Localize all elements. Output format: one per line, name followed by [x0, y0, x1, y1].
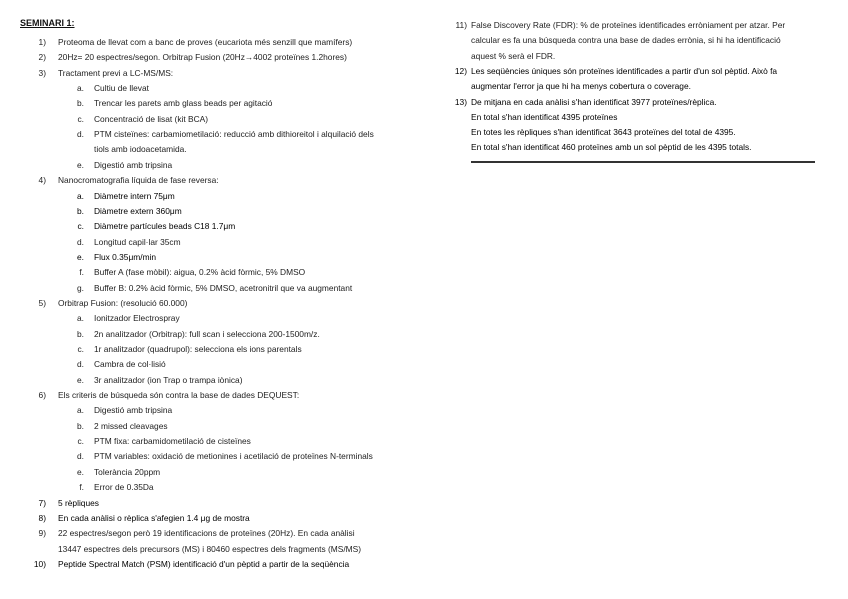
list-item-number: 3) [38, 67, 46, 78]
list-item-text: Error de 0.35Da [94, 482, 154, 493]
list-item-text: Orbitrap Fusion: (resolució 60.000) [58, 297, 188, 308]
list-item-text: De mitjana en cada anàlisi s'han identificat 3977 proteïnes/rèplica. [471, 96, 717, 107]
list-item-number: 6) [38, 390, 46, 401]
list-item-number: e. [77, 159, 84, 170]
list-item-text: Tolerància 20ppm [94, 466, 161, 477]
list-item-text: 13447 espectres dels precursors (MS) i 80460 espectres dels fragments (MS/MS) [58, 543, 362, 554]
list-item-number: 10) [33, 558, 46, 569]
list-item-number: b. [77, 205, 84, 216]
list-item-text: Digestió amb tripsina [94, 405, 173, 416]
document-title: SEMINARI 1: [20, 18, 75, 28]
list-item-number: a. [77, 405, 84, 416]
list-item-text: Concentració de lisat (kit BCA) [94, 113, 209, 124]
list-item-text: augmentar l'error ja que hi ha menys cobertura o coverage. [471, 81, 691, 92]
list-item-number: b. [77, 328, 84, 339]
list-item-number: 2) [38, 52, 46, 63]
list-item-text: 5 rèpliques [58, 497, 99, 508]
list-item-number: d. [77, 236, 84, 247]
list-item-number: b. [77, 420, 84, 431]
list-item-number: e. [77, 251, 84, 262]
list-item-number: 1) [38, 37, 46, 47]
list-item-number: b. [77, 98, 84, 109]
list-item-number: 9) [38, 528, 46, 539]
list-item-text: Peptide Spectral Match (PSM) identificació d'un pèptid a partir de la seqüència [58, 558, 350, 569]
list-item-number: 13) [454, 96, 467, 107]
horizontal-rule [471, 161, 815, 163]
list-item-text: 20Hz= 20 espectres/segon. Orbitrap Fusion (20Hz→4002 proteïnes 1.2hores) [58, 52, 347, 63]
list-item-number: e. [77, 466, 84, 477]
list-item-text: Diàmetre partícules beads C18 1.7μm [94, 221, 236, 232]
list-item-text: Diàmetre intern 75μm [94, 190, 175, 201]
list-item-number: 7) [38, 497, 46, 508]
list-item-number: c. [77, 344, 84, 354]
list-item-number: 4) [38, 175, 46, 186]
list-item-text: 1r analitzador (quadrupol): selecciona els ions parentals [94, 344, 302, 354]
list-item-text: Digestió amb tripsina [94, 159, 173, 170]
list-item-text: En total s'han identificat 460 proteïnes amb un sol pèptid de les 4395 totals. [471, 142, 752, 153]
list-item-text: Longitud capil·lar 35cm [94, 236, 181, 247]
list-item-text: En totes les rèpliques s'han identificat 3643 proteïnes del total de 4395. [471, 127, 736, 138]
list-item-text: Trencar les parets amb glass beads per agitació [94, 98, 273, 109]
list-item-number: f. [79, 482, 84, 493]
list-item-text: Buffer B: 0.2% àcid fòrmic, 5% DMSO, acetronitril que va augmentant [94, 282, 353, 293]
list-item-number: 5) [38, 297, 46, 308]
list-item-number: d. [77, 129, 84, 140]
list-item-text: aquest % serà el FDR. [471, 50, 556, 61]
list-item-number: c. [77, 221, 84, 232]
list-item-text: En total s'han identificat 4395 proteïnes [471, 111, 618, 122]
list-item-text: False Discovery Rate (FDR): % de proteïnes identificades erròniament per atzar. Per [471, 20, 786, 30]
list-item-text: Cultiu de llevat [94, 83, 149, 94]
list-item-number: a. [77, 313, 84, 324]
list-item-text: PTM variables: oxidació de metionines i acetilació de proteïnes N-terminals [94, 451, 373, 462]
list-item-number: d. [77, 451, 84, 462]
list-item-text: calcular es fa una búsqueda contra una base de dades errònia, si hi ha identificació [471, 35, 781, 46]
list-item-text: 2n analitzador (Orbitrap): full scan i selecciona 200-1500m/z. [94, 328, 320, 339]
list-item-text: 2 missed cleavages [94, 420, 168, 431]
list-item-number: e. [77, 374, 84, 385]
list-item-text: Tractament previ a LC-MS/MS: [58, 67, 174, 78]
list-item-text: PTM fixa: carbamidometilació de cisteïnes [94, 436, 251, 447]
list-item-text: Diàmetre extern 360μm [94, 205, 182, 216]
list-item-number: c. [77, 113, 84, 124]
list-item-text: tiols amb iodoacetamida. [94, 144, 187, 155]
list-item-number: a. [77, 83, 84, 94]
list-item-text: Cambra de col·lisió [94, 359, 166, 370]
list-item-text: Buffer A (fase mòbil): aigua, 0.2% àcid fòrmic, 5% DMSO [94, 267, 306, 278]
list-item-number: 8) [38, 512, 46, 523]
list-item-text: 22 espectres/segon però 19 identificacions de proteïnes (20Hz). En cada anàlisi [58, 528, 355, 539]
list-item-number: 11) [455, 20, 467, 30]
list-item-text: Les seqüències úniques són proteïnes identificades a partir d'un sol pèptid. Això fa [471, 65, 778, 76]
list-item-text: Flux 0.35μm/min [94, 251, 157, 262]
list-item-text: Els criteris de búsqueda són contra la base de dades DEQUEST: [58, 390, 300, 401]
list-item-text: Proteoma de llevat com a banc de proves (eucariota més senzill que mamífers) [58, 37, 353, 47]
list-item-text: 3r analitzador (ion Trap o trampa iònica) [94, 374, 243, 385]
list-item-text: PTM cisteïnes: carbamiometilació: reducció amb dithioreitol i alquilació dels [94, 129, 374, 140]
list-item-number: d. [77, 359, 84, 370]
list-item-text: En cada anàlisi o rèplica s'afegien 1.4 μg de mostra [58, 512, 250, 523]
list-item-number: 12) [454, 65, 467, 76]
list-item-text: Ionitzador Electrospray [94, 313, 180, 324]
list-item-number: c. [77, 436, 84, 447]
list-item-text: Nanocromatografia líquida de fase reversa: [58, 175, 219, 186]
list-item-number: a. [77, 190, 84, 201]
list-item-number: f. [79, 267, 84, 278]
list-item-number: g. [77, 282, 84, 293]
